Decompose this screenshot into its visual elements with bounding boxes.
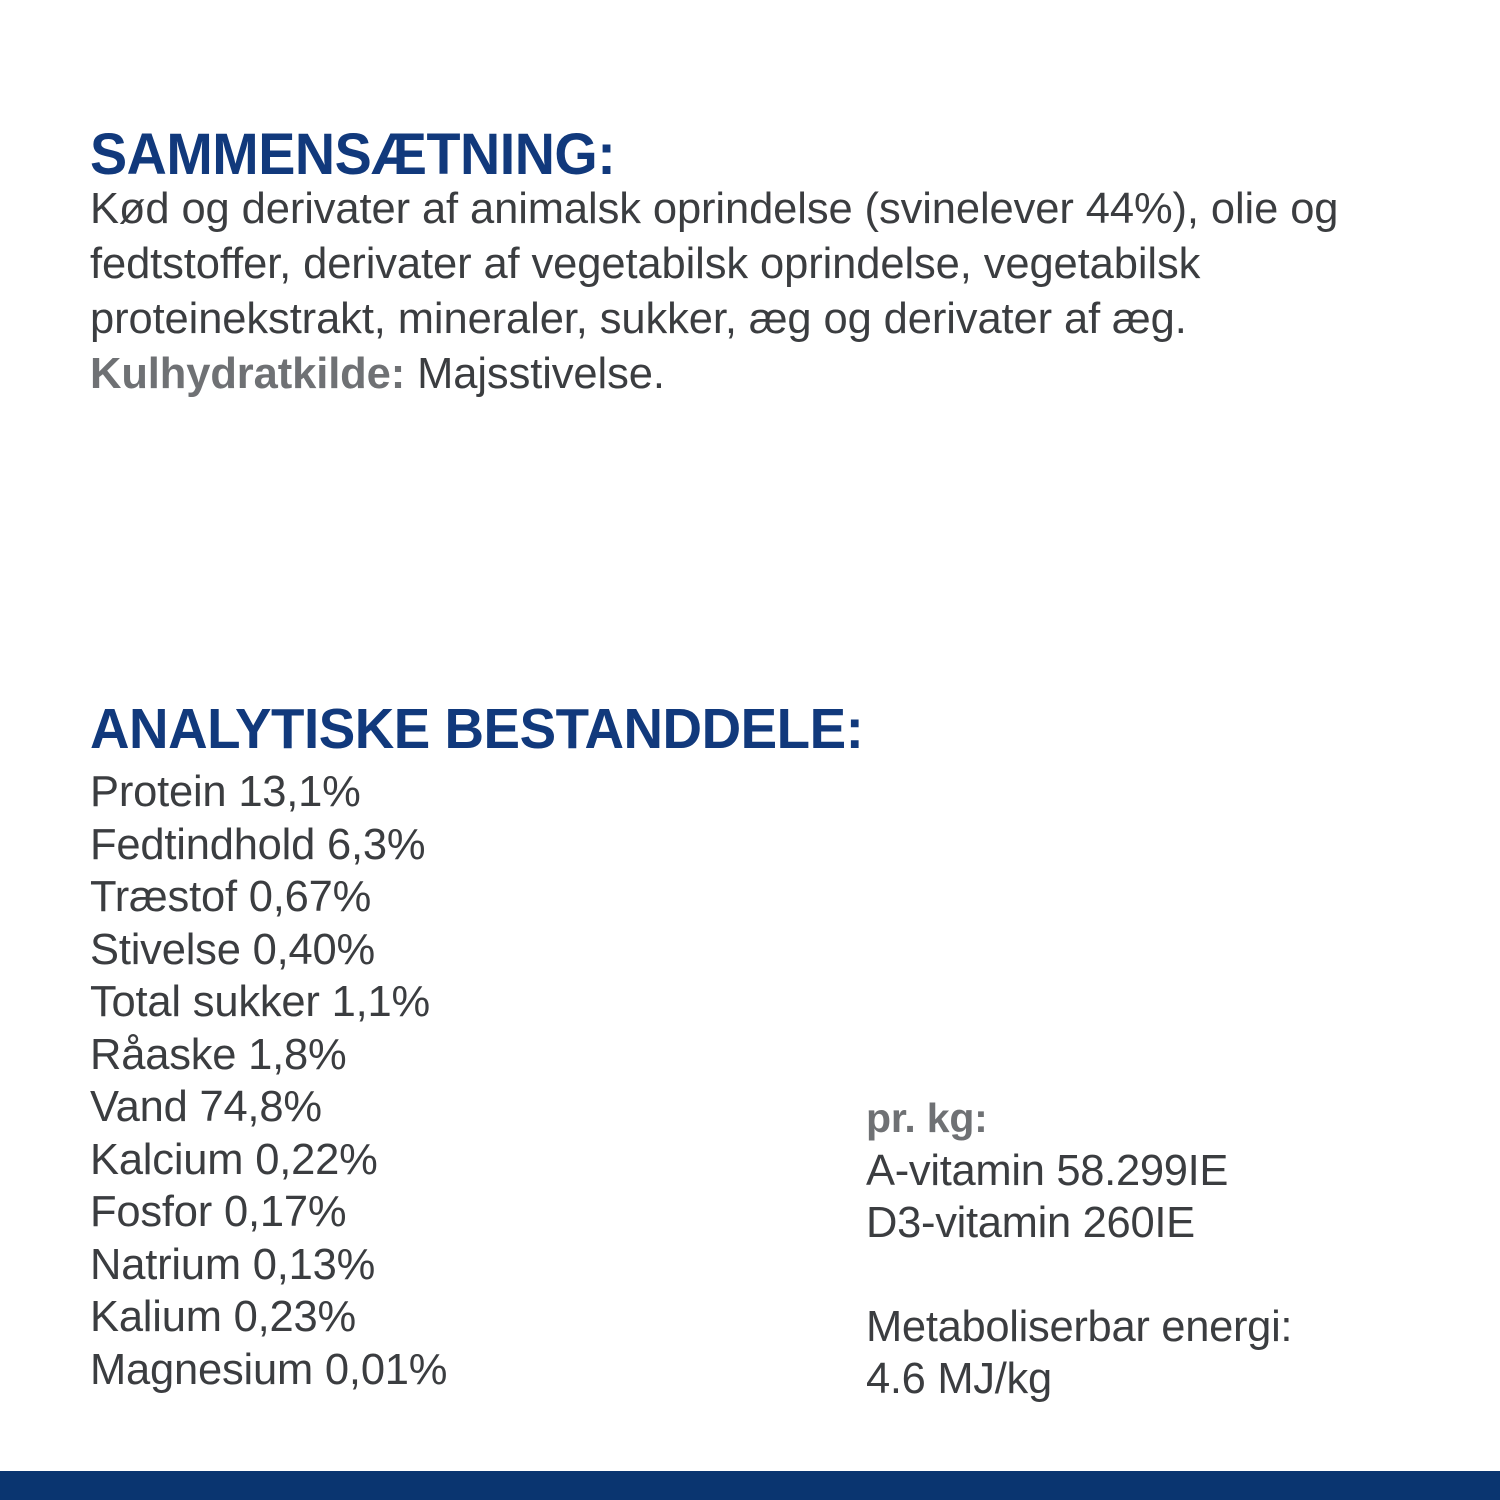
list-item: Fosfor 0,17% bbox=[90, 1188, 347, 1236]
metabolizable-energy-text: Metaboliserbar energi: 4.6 MJ/kg bbox=[866, 1302, 1293, 1403]
footer-brand-bar bbox=[0, 1471, 1500, 1500]
composition-text-block bbox=[90, 182, 1438, 402]
list-item: Protein 13,1% bbox=[90, 768, 361, 816]
vitamins-list bbox=[866, 1145, 1426, 1250]
list-item: Fedtindhold 6,3% bbox=[90, 820, 426, 869]
list-item: Magnesium 0,01% bbox=[90, 1345, 448, 1394]
ingredients-text: Kød og derivater af animalsk oprindelse (svinelever 44%), olie og fedtstoffer, derivater af vegetabilsk oprindelse, vegetabilsk proteinekstrakt, mineraler, sukker, æg og derivater af æg. bbox=[90, 185, 1339, 343]
carbohydrate-source-label: Kulhydratkilde: bbox=[90, 350, 406, 398]
list-item: Natrium 0,13% bbox=[90, 1240, 376, 1289]
composition-heading: SAMMENSÆTNING: bbox=[90, 121, 616, 187]
list-item: Råaske 1,8% bbox=[90, 1030, 347, 1079]
list-item: D3-vitamin 260IE bbox=[866, 1199, 1195, 1247]
per-kg-label: pr. kg: bbox=[866, 1095, 988, 1141]
list-item: Kalcium 0,22% bbox=[90, 1135, 378, 1184]
list-item: Total sukker 1,1% bbox=[90, 978, 430, 1026]
list-item: Stivelse 0,40% bbox=[90, 925, 375, 974]
per-kg-column bbox=[866, 1092, 1426, 1406]
carbohydrate-source-value: Majsstivelse. bbox=[417, 350, 665, 398]
list-item: Kalium 0,23% bbox=[90, 1293, 356, 1341]
constituents-list bbox=[90, 766, 790, 1396]
analytical-constituents-heading: ANALYTISKE BESTANDDELE: bbox=[90, 697, 864, 762]
list-item: A-vitamin 58.299IE bbox=[866, 1146, 1229, 1195]
list-item: Træstof 0,67% bbox=[90, 873, 372, 921]
list-item: Vand 74,8% bbox=[90, 1083, 322, 1131]
